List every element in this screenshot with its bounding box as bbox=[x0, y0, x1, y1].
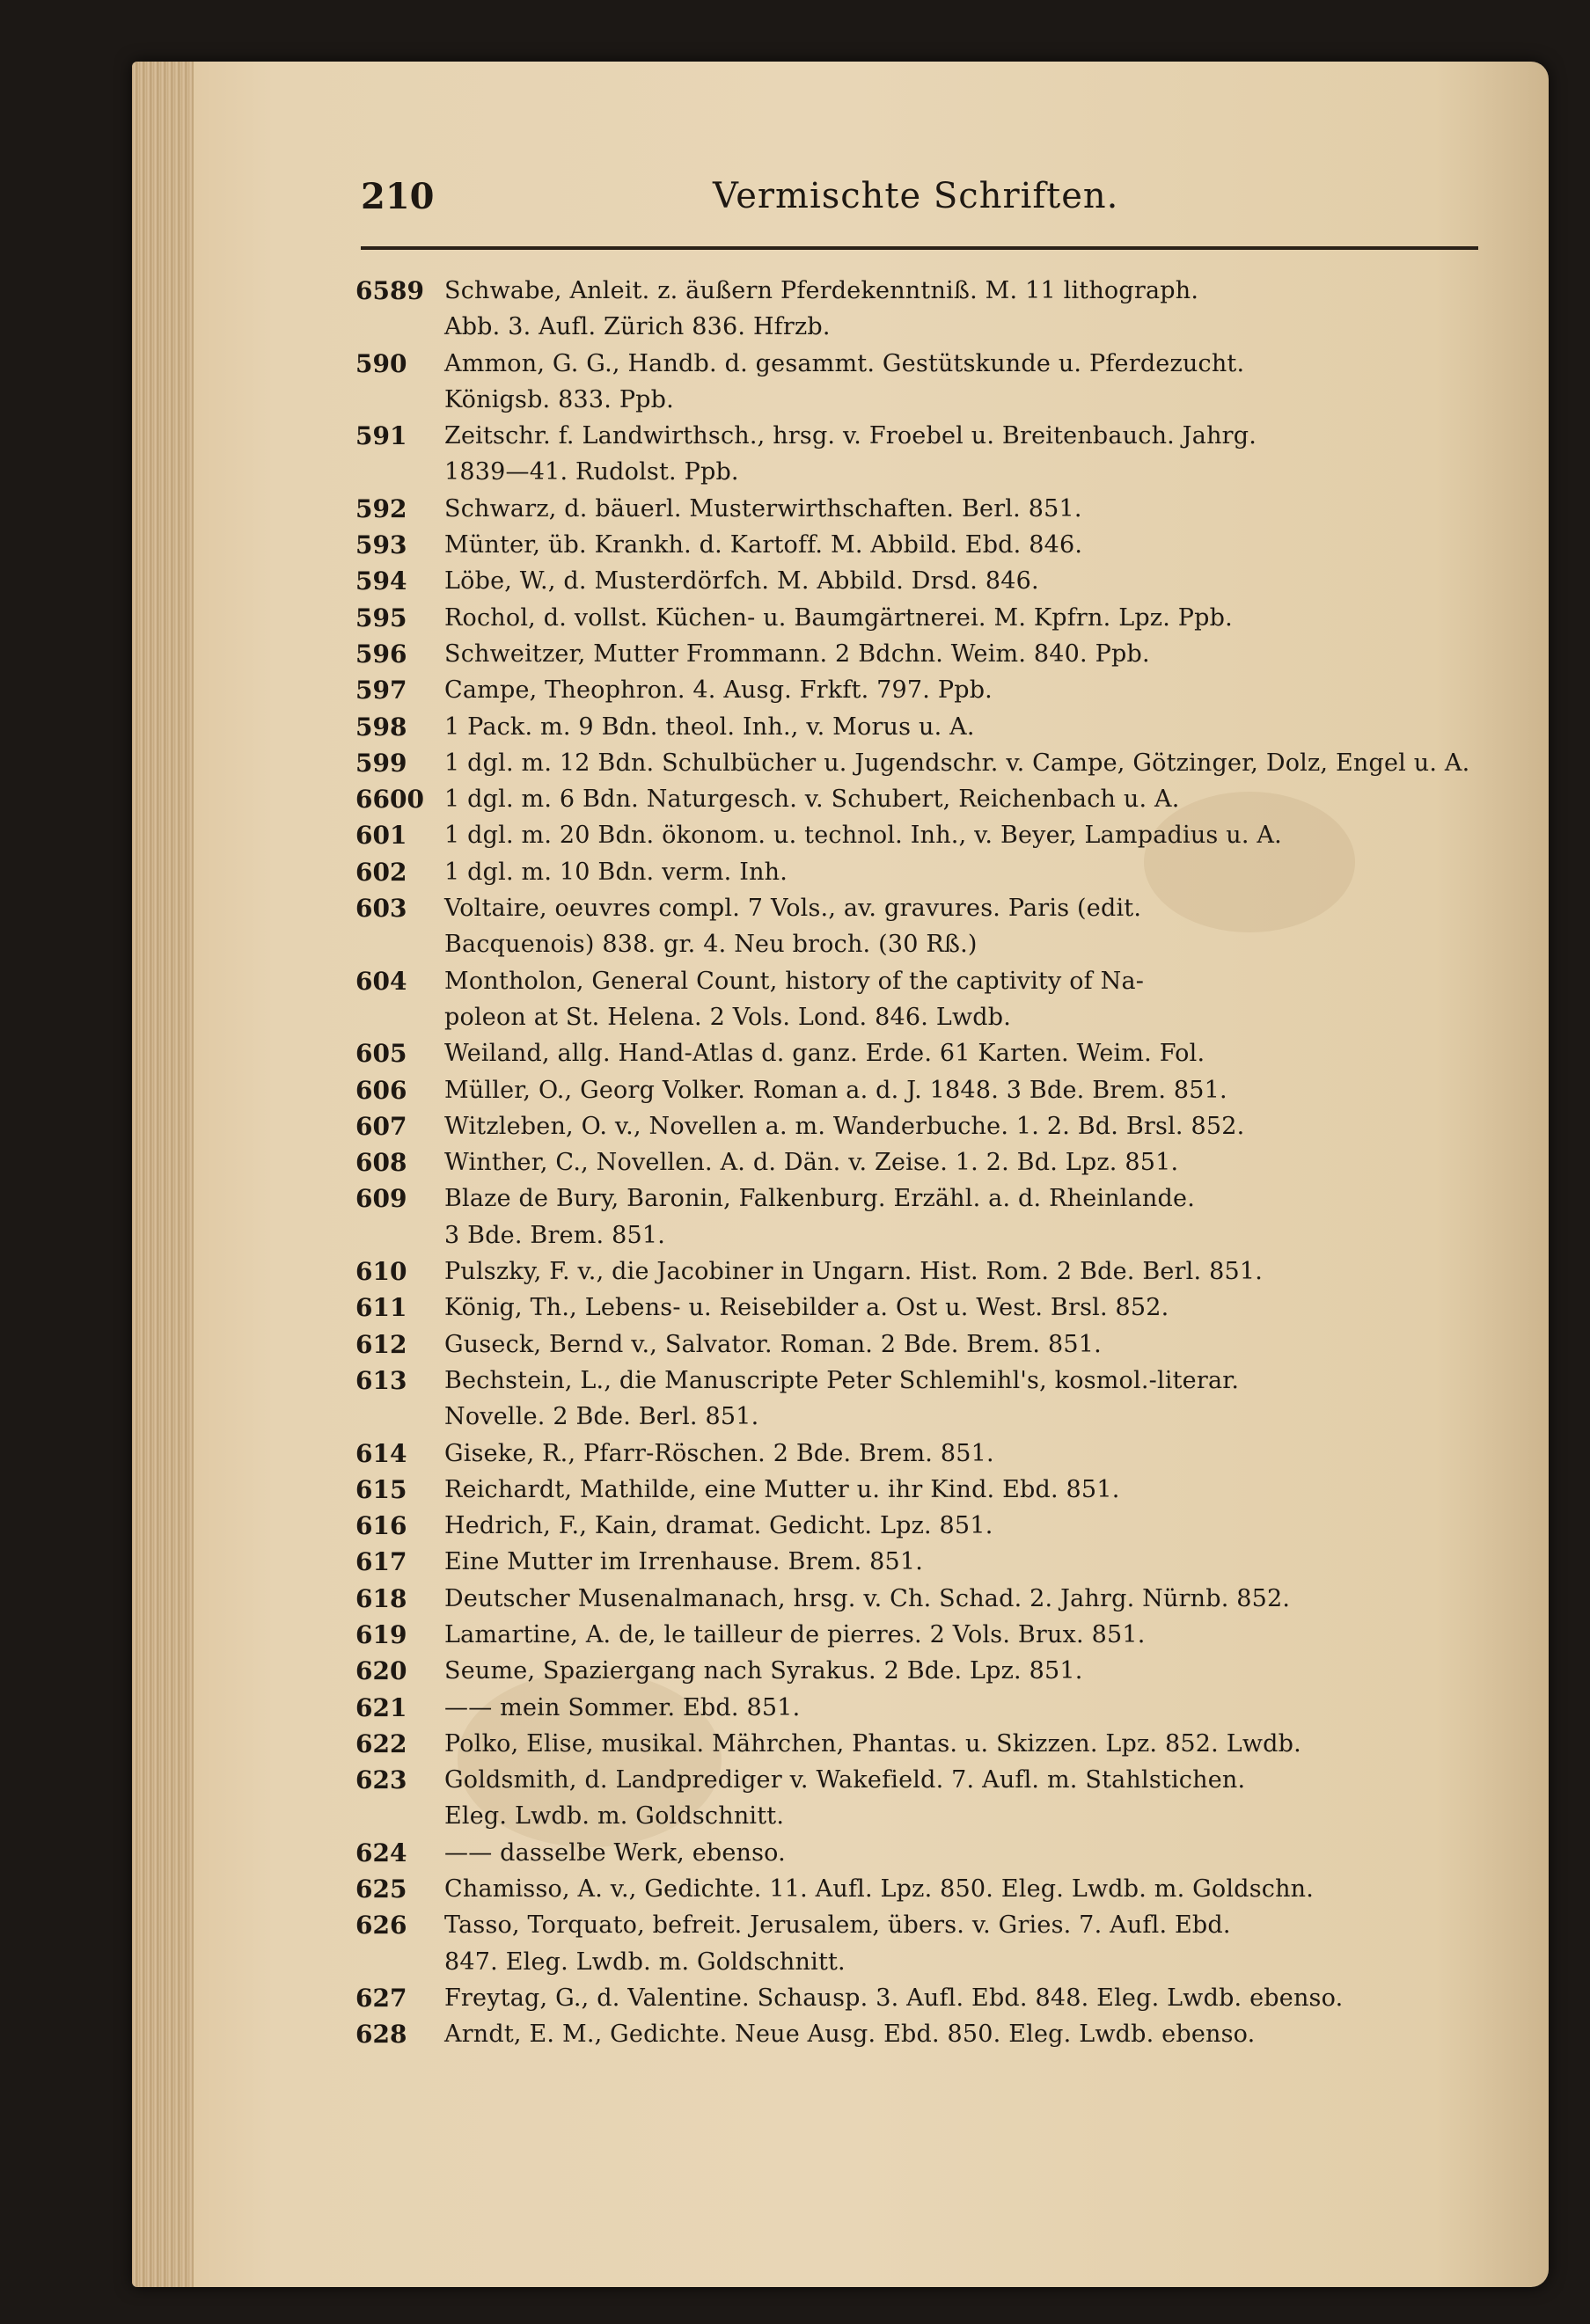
catalog-entry bbox=[355, 1180, 1478, 1253]
entry-number: 620 bbox=[355, 1656, 407, 1686]
catalog-entry bbox=[355, 1108, 1478, 1144]
catalog-entry bbox=[355, 890, 1478, 963]
entry-text: Winther, C., Novellen. A. d. Dän. v. Zeise. 1. 2. Bd. Lpz. 851. bbox=[444, 1149, 1179, 1177]
entry-text: Seume, Spaziergang nach Syrakus. 2 Bde. Lpz. 851. bbox=[444, 1657, 1083, 1685]
entry-number: 599 bbox=[355, 748, 407, 778]
catalog-entry bbox=[355, 346, 1478, 419]
entry-text: König, Th., Lebens- u. Reisebilder a. Ost u. West. Brsl. 852. bbox=[444, 1294, 1169, 1322]
catalog-entry bbox=[355, 1690, 1478, 1726]
entry-number: 595 bbox=[355, 603, 407, 632]
entry-number: 624 bbox=[355, 1838, 407, 1867]
catalog-entry bbox=[355, 817, 1478, 853]
entry-number: 596 bbox=[355, 639, 407, 669]
entry-text: Goldsmith, d. Landprediger v. Wakefield. 7. Aufl. m. Stahlstichen. Eleg. Lwdb. m. Goldschnitt. bbox=[444, 1766, 1246, 1831]
entry-number: 606 bbox=[355, 1075, 407, 1105]
entry-text: —— mein Sommer. Ebd. 851. bbox=[444, 1693, 801, 1721]
entry-number: 604 bbox=[355, 966, 407, 996]
entry-number: 601 bbox=[355, 821, 407, 851]
entry-number: 609 bbox=[355, 1184, 407, 1214]
page-content bbox=[355, 176, 1478, 2053]
catalog-entry bbox=[355, 1144, 1478, 1180]
entry-text: Schwarz, d. bäuerl. Musterwirthschaften. Berl. 851. bbox=[444, 494, 1082, 523]
entry-text: Freytag, G., d. Valentine. Schausp. 3. Aufl. Ebd. 848. Eleg. Lwdb. ebenso. bbox=[444, 1984, 1344, 2012]
catalog-entry bbox=[355, 709, 1478, 745]
entry-text: Weiland, allg. Hand-Atlas d. ganz. Erde. 61 Karten. Weim. Fol. bbox=[444, 1040, 1205, 1068]
entry-text: Schwabe, Anleit. z. äußern Pferdekenntniß. M. 11 lithograph. Abb. 3. Aufl. Zürich 836. Hfrzb. bbox=[444, 277, 1199, 341]
entry-text: 1 dgl. m. 10 Bdn. verm. Inh. bbox=[444, 858, 788, 886]
entry-text: Witzleben, O. v., Novellen a. m. Wanderbuche. 1. 2. Bd. Brsl. 852. bbox=[444, 1112, 1245, 1140]
catalog-entry bbox=[355, 491, 1478, 527]
entry-number: 618 bbox=[355, 1583, 407, 1613]
catalog-entry bbox=[355, 854, 1478, 890]
catalog-entry bbox=[355, 636, 1478, 672]
entry-number: 591 bbox=[355, 421, 407, 451]
entry-number: 6589 bbox=[355, 276, 424, 305]
entry-number: 612 bbox=[355, 1329, 407, 1359]
running-title: Vermischte Schriften. bbox=[713, 176, 1119, 216]
catalog-entries bbox=[355, 273, 1478, 2053]
entry-text: Müller, O., Georg Volker. Roman a. d. J. 1848. 3 Bde. Brem. 851. bbox=[444, 1076, 1227, 1104]
catalog-entry bbox=[355, 2016, 1478, 2052]
entry-text: Lamartine, A. de, le tailleur de pierres. 2 Vols. Brux. 851. bbox=[444, 1620, 1146, 1648]
entry-number: 623 bbox=[355, 1765, 407, 1795]
entry-number: 592 bbox=[355, 493, 407, 523]
entry-text: Ammon, G. G., Handb. d. gesammt. Gestütskunde u. Pferdezucht. Königsb. 833. Ppb. bbox=[444, 349, 1245, 413]
entry-text: Deutscher Musenalmanach, hrsg. v. Ch. Schad. 2. Jahrg. Nürnb. 852. bbox=[444, 1584, 1291, 1612]
catalog-entry bbox=[355, 1508, 1478, 1544]
entry-number: 614 bbox=[355, 1438, 407, 1468]
entry-text: Guseck, Bernd v., Salvator. Roman. 2 Bde. Brem. 851. bbox=[444, 1330, 1102, 1358]
entry-text: Voltaire, oeuvres compl. 7 Vols., av. gravures. Paris (edit. Bacquenois) 838. gr. 4. Neu broch. (30 Rß.) bbox=[444, 895, 1142, 959]
catalog-entry bbox=[355, 418, 1478, 491]
entry-text: Tasso, Torquato, befreit. Jerusalem, übers. v. Gries. 7. Aufl. Ebd. 847. Eleg. Lwdb. m. Goldschnitt. bbox=[444, 1911, 1231, 1976]
entry-number: 621 bbox=[355, 1692, 407, 1722]
entry-text: Löbe, W., d. Musterdörfch. M. Abbild. Drsd. 846. bbox=[444, 567, 1039, 596]
entry-number: 626 bbox=[355, 1911, 407, 1940]
entry-text: 1 Pack. m. 9 Bdn. theol. Inh., v. Morus u. A. bbox=[444, 713, 975, 741]
catalog-entry bbox=[355, 1472, 1478, 1508]
entry-number: 611 bbox=[355, 1293, 407, 1323]
catalog-entry bbox=[355, 1363, 1478, 1436]
page-header bbox=[361, 176, 1478, 238]
entry-text: 1 dgl. m. 12 Bdn. Schulbücher u. Jugendschr. v. Campe, Götzinger, Dolz, Engel u. A. bbox=[444, 749, 1470, 777]
entry-text: Blaze de Bury, Baronin, Falkenburg. Erzähl. a. d. Rheinlande. 3 Bde. Brem. 851. bbox=[444, 1185, 1195, 1249]
header-rule bbox=[361, 246, 1478, 250]
catalog-entry bbox=[355, 563, 1478, 599]
entry-number: 594 bbox=[355, 566, 407, 596]
catalog-entry bbox=[355, 273, 1478, 346]
entry-number: 602 bbox=[355, 857, 407, 887]
entry-text: Bechstein, L., die Manuscripte Peter Schlemihl's, kosmol.-literar. Novelle. 2 Bde. Berl. 851. bbox=[444, 1366, 1240, 1431]
entry-number: 616 bbox=[355, 1511, 407, 1541]
entry-number: 617 bbox=[355, 1547, 407, 1577]
entry-text: Polko, Elise, musikal. Mährchen, Phantas. u. Skizzen. Lpz. 852. Lwdb. bbox=[444, 1729, 1301, 1758]
catalog-entry bbox=[355, 1617, 1478, 1653]
catalog-entry bbox=[355, 1035, 1478, 1071]
entry-number: 613 bbox=[355, 1365, 407, 1395]
entry-text: 1 dgl. m. 6 Bdn. Naturgesch. v. Schubert, Reichenbach u. A. bbox=[444, 786, 1180, 814]
entry-number: 593 bbox=[355, 530, 407, 560]
catalog-entry bbox=[355, 672, 1478, 708]
catalog-entry bbox=[355, 1653, 1478, 1689]
entry-number: 619 bbox=[355, 1619, 407, 1649]
catalog-entry bbox=[355, 781, 1478, 817]
entry-number: 622 bbox=[355, 1728, 407, 1758]
catalog-entry bbox=[355, 600, 1478, 636]
entry-text: Chamisso, A. v., Gedichte. 11. Aufl. Lpz. 850. Eleg. Lwdb. m. Goldschn. bbox=[444, 1875, 1315, 1904]
entry-text: 1 dgl. m. 20 Bdn. ökonom. u. technol. Inh., v. Beyer, Lampadius u. A. bbox=[444, 822, 1282, 850]
entry-number: 610 bbox=[355, 1257, 407, 1287]
entry-number: 6600 bbox=[355, 785, 424, 815]
catalog-entry bbox=[355, 1871, 1478, 1907]
catalog-entry bbox=[355, 1581, 1478, 1617]
page-number: 210 bbox=[361, 176, 435, 217]
entry-number: 605 bbox=[355, 1039, 407, 1069]
catalog-entry bbox=[355, 1072, 1478, 1108]
catalog-entry bbox=[355, 745, 1478, 781]
catalog-entry bbox=[355, 1762, 1478, 1835]
entry-number: 628 bbox=[355, 2020, 407, 2050]
catalog-entry bbox=[355, 1726, 1478, 1762]
catalog-entry bbox=[355, 1290, 1478, 1326]
entry-number: 597 bbox=[355, 676, 407, 705]
entry-text: Arndt, E. M., Gedichte. Neue Ausg. Ebd. 850. Eleg. Lwdb. ebenso. bbox=[444, 2021, 1256, 2049]
entry-number: 608 bbox=[355, 1148, 407, 1178]
catalog-entry bbox=[355, 527, 1478, 563]
entry-number: 625 bbox=[355, 1875, 407, 1904]
entry-text: —— dasselbe Werk, ebenso. bbox=[444, 1838, 786, 1867]
entry-number: 598 bbox=[355, 712, 407, 742]
catalog-entry bbox=[355, 1907, 1478, 1980]
catalog-entry bbox=[355, 1326, 1478, 1363]
entry-number: 627 bbox=[355, 1983, 407, 2013]
catalog-entry bbox=[355, 1253, 1478, 1290]
entry-text: Pulszky, F. v., die Jacobiner in Ungarn. Hist. Rom. 2 Bde. Berl. 851. bbox=[444, 1258, 1263, 1286]
entry-text: Münter, üb. Krankh. d. Kartoff. M. Abbild. Ebd. 846. bbox=[444, 531, 1083, 559]
entry-number: 615 bbox=[355, 1474, 407, 1504]
entry-text: Schweitzer, Mutter Frommann. 2 Bdchn. Weim. 840. Ppb. bbox=[444, 639, 1150, 668]
entry-number: 603 bbox=[355, 894, 407, 924]
entry-text: Zeitschr. f. Landwirthsch., hrsg. v. Froebel u. Breitenbauch. Jahrg. 1839—41. Rudolst. Ppb. bbox=[444, 422, 1257, 486]
entry-text: Eine Mutter im Irrenhause. Brem. 851. bbox=[444, 1548, 924, 1576]
catalog-entry bbox=[355, 1835, 1478, 1871]
catalog-entry bbox=[355, 1980, 1478, 2016]
catalog-entry bbox=[355, 963, 1478, 1036]
entry-text: Rochol, d. vollst. Küchen- u. Baumgärtnerei. M. Kpfrn. Lpz. Ppb. bbox=[444, 603, 1233, 632]
entry-text: Reichardt, Mathilde, eine Mutter u. ihr Kind. Ebd. 851. bbox=[444, 1475, 1120, 1503]
catalog-entry bbox=[355, 1436, 1478, 1472]
catalog-entry bbox=[355, 1544, 1478, 1580]
entry-number: 590 bbox=[355, 348, 407, 378]
entry-text: Giseke, R., Pfarr-Röschen. 2 Bde. Brem. 851. bbox=[444, 1439, 994, 1467]
page-edges bbox=[132, 62, 194, 2287]
entry-number: 607 bbox=[355, 1111, 407, 1141]
entry-text: Montholon, General Count, history of the captivity of Na- poleon at St. Helena. 2 Vols. Lond. 846. Lwdb. bbox=[444, 967, 1145, 1031]
entry-text: Hedrich, F., Kain, dramat. Gedicht. Lpz. 851. bbox=[444, 1512, 993, 1540]
entry-text: Campe, Theophron. 4. Ausg. Frkft. 797. Ppb. bbox=[444, 676, 993, 705]
